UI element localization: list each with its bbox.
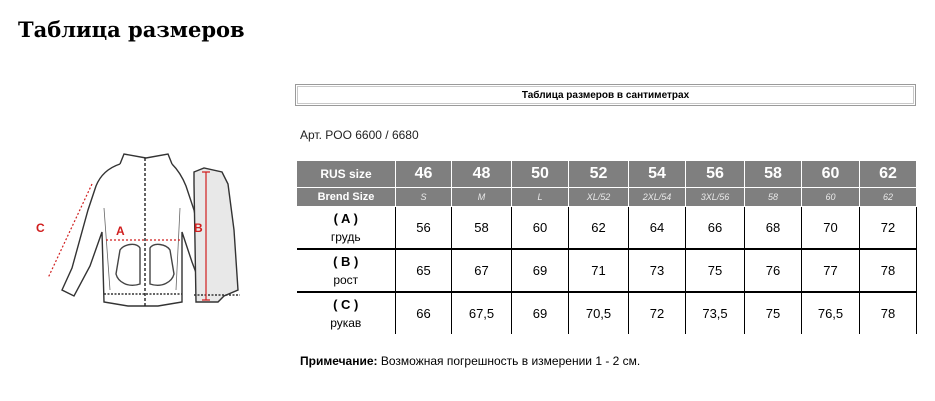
table-cell: 64 [629,207,686,250]
rus-size-label: RUS size [297,161,396,188]
table-cell: 67 [452,249,512,292]
table-cell: 62 [569,207,629,250]
brend-size-cell: 62 [860,188,917,207]
table-cell: 75 [686,249,745,292]
table-cell: 70,5 [569,292,629,334]
rus-size-cell: 58 [745,161,802,188]
measure-name-cell [297,292,396,334]
brend-size-label: Brend Size [297,188,396,207]
rus-size-cell: 52 [569,161,629,188]
table-cell: 72 [860,207,917,250]
brend-size-cell: XL/52 [569,188,629,207]
measure-name: рост [333,272,359,287]
table-cell: 73,5 [686,292,745,334]
brend-size-cell: 60 [802,188,860,207]
table-cell: 69 [512,292,569,334]
measure-letter: ( B ) [333,253,359,269]
jacket-front [62,154,216,306]
measure-letter: ( C ) [333,296,359,312]
size-table [296,160,917,334]
table-cell: 66 [686,207,745,250]
rus-size-cell: 46 [396,161,452,188]
table-cell: 76,5 [802,292,860,334]
table-row [297,249,917,292]
jacket-side [194,168,240,302]
table-cell: 72 [629,292,686,334]
brend-size-cell: 58 [745,188,802,207]
measure-name-cell [297,249,396,292]
table-cell: 73 [629,249,686,292]
note-label: Примечание: [300,354,378,368]
table-cell: 77 [802,249,860,292]
table-caption: Таблица размеров в сантиметрах [295,84,916,106]
table-cell: 70 [802,207,860,250]
rus-size-cell: 62 [860,161,917,188]
rus-size-cell: 48 [452,161,512,188]
table-row [297,292,917,334]
table-cell: 58 [452,207,512,250]
note-text: Возможная погрешность в измерении 1 - 2 см. [377,354,641,368]
table-cell: 68 [745,207,802,250]
brend-size-cell: 2XL/54 [629,188,686,207]
table-row [297,207,917,250]
label-a: A [116,224,125,238]
measure-lines [48,172,210,300]
table-cell: 75 [745,292,802,334]
table-cell: 69 [512,249,569,292]
page-title: Таблица размеров [18,17,245,42]
label-b: B [194,221,203,235]
table-cell: 66 [396,292,452,334]
jacket-illustration [28,150,268,330]
table-cell: 60 [512,207,569,250]
rus-size-cell: 60 [802,161,860,188]
brend-size-cell: L [512,188,569,207]
brend-size-row [297,188,917,207]
table-cell: 67,5 [452,292,512,334]
brend-size-cell: M [452,188,512,207]
rus-size-cell: 54 [629,161,686,188]
measure-name-cell [297,207,396,250]
label-c: C [36,221,45,235]
brend-size-cell: 3XL/56 [686,188,745,207]
table-cell: 56 [396,207,452,250]
measure-name: рукав [330,315,362,330]
table-cell: 71 [569,249,629,292]
rus-size-row [297,161,917,188]
table-cell: 65 [396,249,452,292]
table-cell: 76 [745,249,802,292]
table-cell: 78 [860,249,917,292]
note [300,354,640,368]
table-cell: 78 [860,292,917,334]
brend-size-cell: S [396,188,452,207]
article-number: Арт. POO 6600 / 6680 [300,128,419,142]
rus-size-cell: 56 [686,161,745,188]
measure-letter: ( A ) [333,210,358,226]
rus-size-cell: 50 [512,161,569,188]
measure-name: грудь [330,229,361,244]
